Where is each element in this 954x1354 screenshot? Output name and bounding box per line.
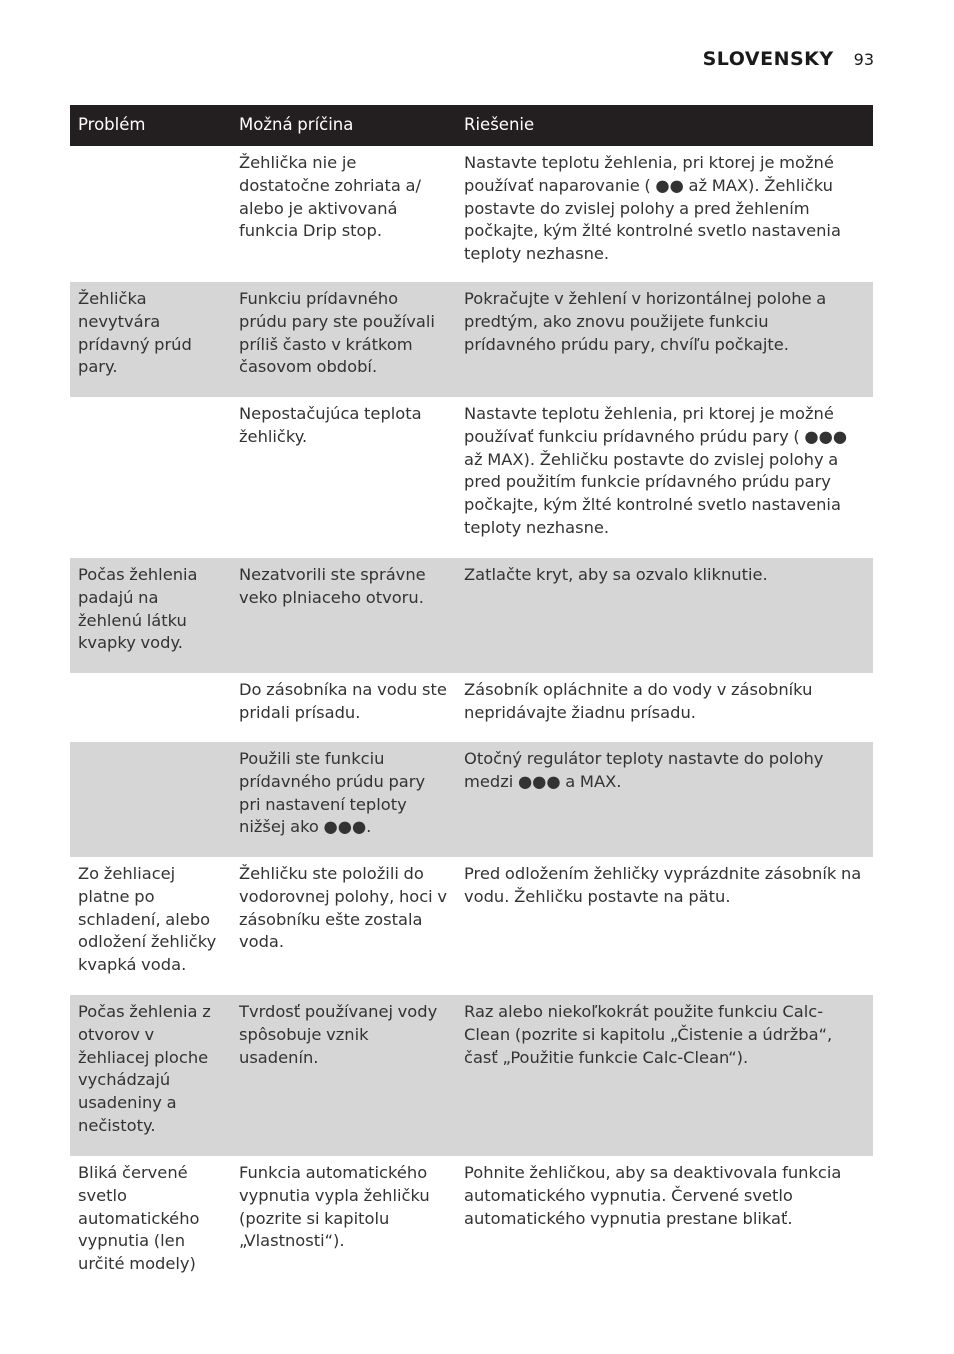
solution-cell: Raz alebo niekoľkokrát použite funkciu Calc-Clean (pozrite si kapitolu „Čistenie a údržba“, časť „Použitie funkcie Calc-Clean“). bbox=[464, 1002, 833, 1067]
solution-cell: Pred odložením žehličky vyprázdnite zásobník na vodu. Žehličku postavte na pätu. bbox=[464, 864, 862, 906]
table-row bbox=[70, 742, 873, 857]
table-row bbox=[70, 397, 873, 558]
column-header-cause: Možná príčina bbox=[239, 115, 354, 135]
table-row bbox=[70, 673, 873, 742]
page-number: 93 bbox=[853, 50, 874, 69]
page-header bbox=[703, 48, 874, 70]
problem-cell: Počas žehlenia padajú na žehlenú látku kvapky vody. bbox=[78, 565, 198, 653]
cause-cell: Do zásobníka na vodu ste pridali prísadu. bbox=[239, 680, 447, 722]
cause-cell: Použili ste funkciu prídavného prúdu pary pri nastavení teploty nižšej ako ●●●. bbox=[239, 749, 426, 837]
problem-cell bbox=[70, 679, 231, 735]
solution-cell: Zatlačte kryt, aby sa ozvalo kliknutie. bbox=[464, 565, 768, 584]
solution-cell: Pokračujte v žehlení v horizontálnej polohe a predtým, ako znovu použijete funkciu prídavného prúdu pary, chvíľu počkajte. bbox=[464, 289, 827, 354]
cause-cell: Funkcia automatického vypnutia vypla žehličku (pozrite si kapitolu „Vlastnosti“). bbox=[239, 1163, 430, 1251]
cause-cell: Nepostačujúca teplota žehličky. bbox=[239, 404, 422, 446]
problem-cell: Žehlička nevytvára prídavný prúd pary. bbox=[78, 289, 192, 377]
cause-cell: Nezatvorili ste správne veko plniaceho otvoru. bbox=[239, 565, 426, 607]
solution-cell: Otočný regulátor teploty nastavte do polohy medzi ●●● a MAX. bbox=[464, 749, 824, 791]
cause-cell: Funkciu prídavného prúdu pary ste používali príliš často v krátkom časovom období. bbox=[239, 289, 435, 377]
problem-cell bbox=[70, 748, 231, 850]
solution-cell: Nastavte teplotu žehlenia, pri ktorej je možné používať naparovanie ( ●● až MAX). Žehličku postavte do zvislej polohy a pred žehlením počkajte, kým žlté kontrolné svetlo nastavenia teploty nezhasne. bbox=[464, 153, 841, 264]
problem-cell bbox=[70, 403, 231, 551]
cause-cell: Tvrdosť používanej vody spôsobuje vznik usadenín. bbox=[239, 1002, 438, 1067]
column-header-solution: Riešenie bbox=[464, 115, 535, 135]
problem-cell: Bliká červené svetlo automatického vypnutia (len určité modely) bbox=[78, 1163, 200, 1274]
solution-cell: Nastavte teplotu žehlenia, pri ktorej je možné používať funkciu prídavného prúdu pary ( ●●● až MAX). Žehličku postavte do zvislej polohy a pred použitím funkcie prídavného prúdu pary počkajte, kým žlté kontrolné svetlo nastavenia teploty nezhasne. bbox=[464, 404, 848, 537]
problem-cell bbox=[70, 152, 231, 275]
table-row bbox=[70, 857, 873, 995]
problem-cell: Počas žehlenia z otvorov v žehliacej ploche vychádzajú usadeniny a nečistoty. bbox=[78, 1002, 211, 1135]
table-row bbox=[70, 146, 873, 282]
column-header-problem: Problém bbox=[78, 115, 146, 135]
table-row bbox=[70, 995, 873, 1156]
troubleshooting-table bbox=[70, 105, 873, 1297]
table-row bbox=[70, 558, 873, 673]
solution-cell: Zásobník opláchnite a do vody v zásobníku nepridávajte žiadnu prísadu. bbox=[464, 680, 813, 722]
cause-cell: Žehlička nie je dostatočne zohriata a/ alebo je aktivovaná funkcia Drip stop. bbox=[239, 153, 421, 241]
solution-cell: Pohnite žehličkou, aby sa deaktivovala funkcia automatického vypnutia. Červené svetlo automatického vypnutia prestane blikať. bbox=[464, 1163, 842, 1228]
table-row bbox=[70, 282, 873, 397]
problem-cell: Zo žehliacej platne po schladení, alebo odložení žehličky kvapká voda. bbox=[78, 864, 217, 975]
table-row bbox=[70, 1156, 873, 1297]
table-header-row bbox=[70, 105, 873, 146]
cause-cell: Žehličku ste položili do vodorovnej polohy, hoci v zásobníku ešte zostala voda. bbox=[239, 864, 448, 952]
section-title: SLOVENSKY bbox=[702, 48, 834, 70]
